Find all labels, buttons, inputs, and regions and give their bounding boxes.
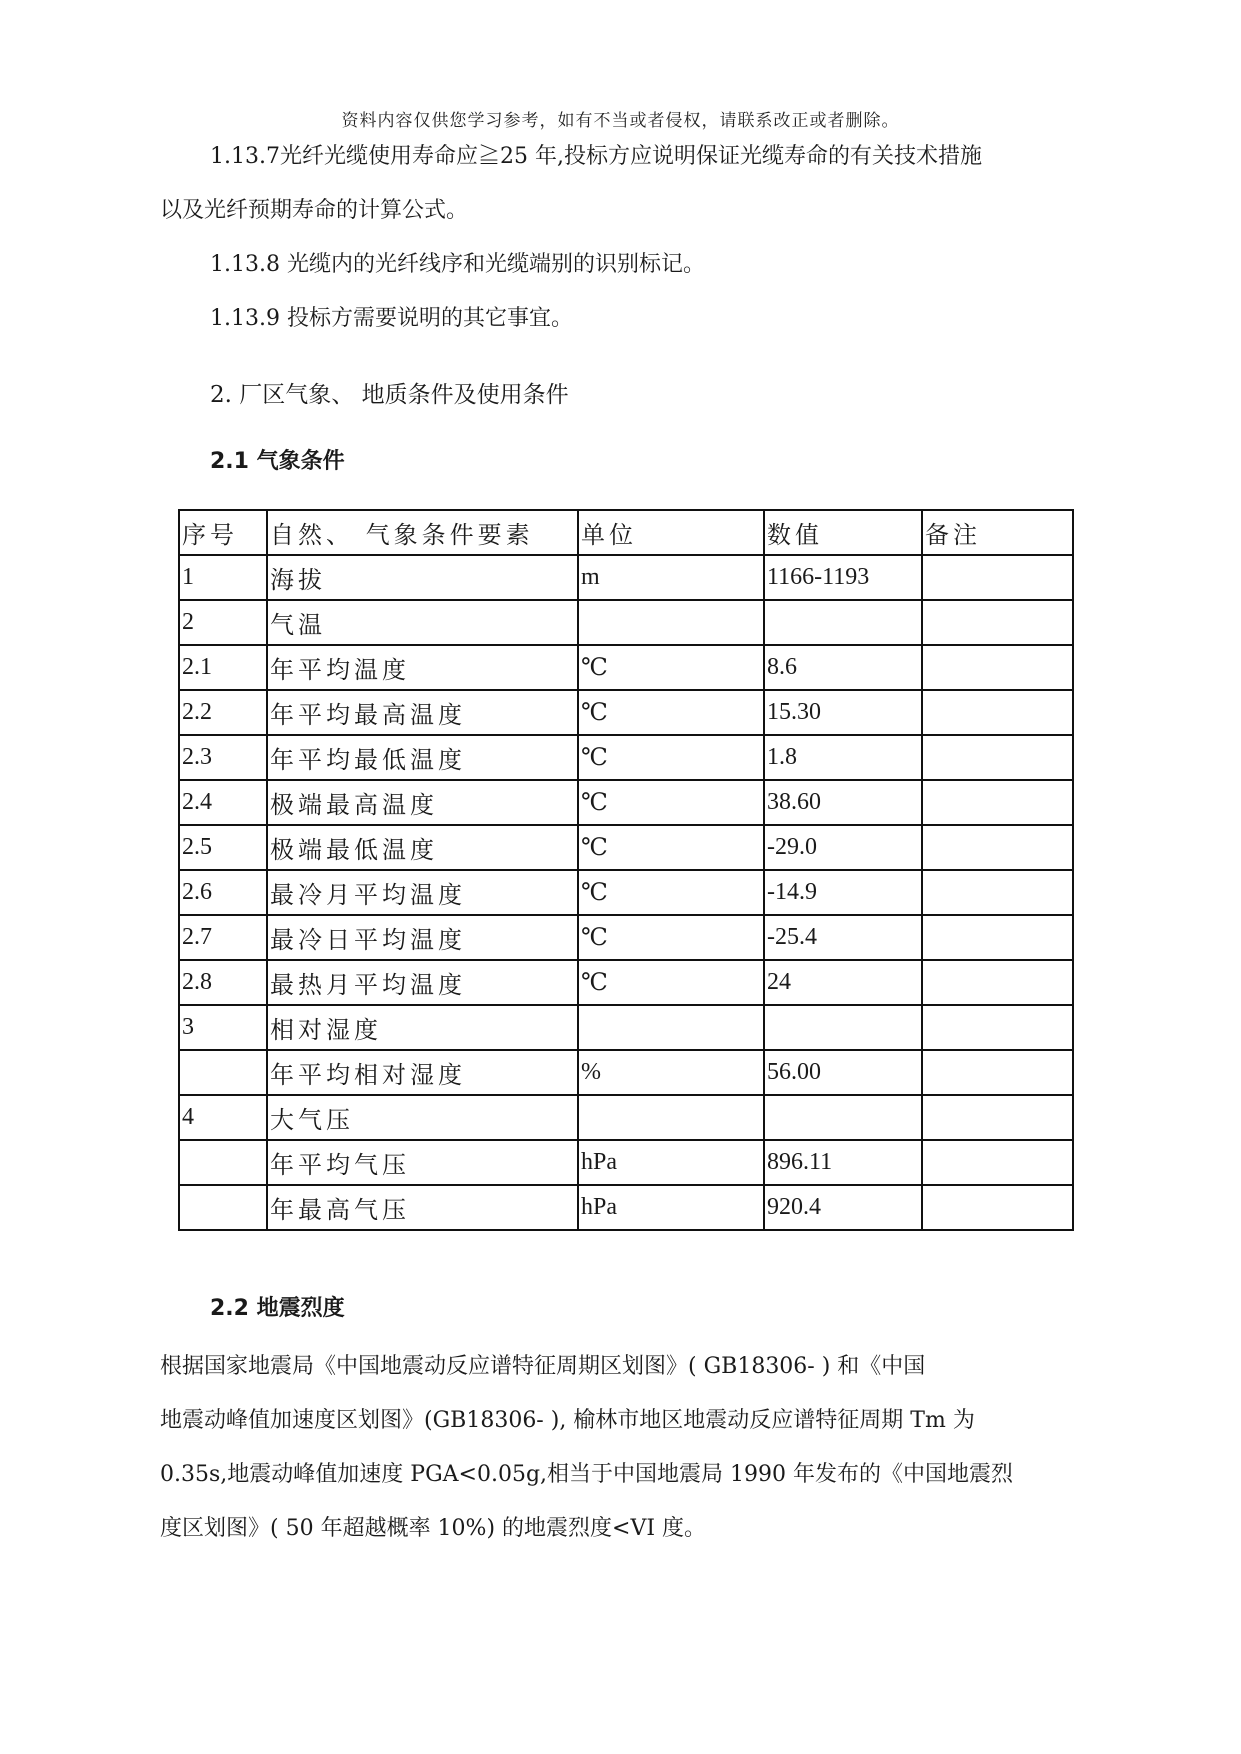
cell-remark — [922, 1185, 1073, 1230]
cell-remark — [922, 870, 1073, 915]
cell-remark — [922, 1095, 1073, 1140]
cell-remark — [922, 690, 1073, 735]
cell-value: 1.8 — [764, 735, 922, 780]
cell-value — [764, 1005, 922, 1050]
cell-index: 2.2 — [179, 690, 267, 735]
cell-index: 2.3 — [179, 735, 267, 780]
cell-element: 大气压 — [267, 1095, 578, 1140]
seismic-line-4: 度区划图》( 50 年超越概率 10%) 的地震烈度<VI 度。 — [160, 1516, 707, 1541]
cell-element: 年平均最低温度 — [267, 735, 578, 780]
cell-value: 56.00 — [764, 1050, 922, 1095]
cell-index: 4 — [179, 1095, 267, 1140]
cell-unit: % — [578, 1050, 764, 1095]
cell-unit: ℃ — [578, 870, 764, 915]
cell-index: 2.1 — [179, 645, 267, 690]
cell-unit: ℃ — [578, 645, 764, 690]
cell-unit: ℃ — [578, 780, 764, 825]
seismic-paragraph — [160, 1340, 1090, 1556]
cell-unit: m — [578, 555, 764, 600]
seismic-line-3: 0.35s,地震动峰值加速度 PGA<0.05g,相当于中国地震局 1990 年发布的《中国地震烈 — [160, 1462, 1013, 1487]
table-row — [179, 645, 1073, 690]
table-row — [179, 690, 1073, 735]
cell-unit: ℃ — [578, 690, 764, 735]
cell-value: 8.6 — [764, 645, 922, 690]
intro-paragraphs — [160, 130, 1090, 346]
cell-element: 相对湿度 — [267, 1005, 578, 1050]
header-index: 序号 — [179, 510, 267, 555]
cell-element: 最热月平均温度 — [267, 960, 578, 1005]
cell-value: -14.9 — [764, 870, 922, 915]
cell-element: 气温 — [267, 600, 578, 645]
table-row — [179, 780, 1073, 825]
disclaimer-header: 资料内容仅供您学习参考，如有不当或者侵权，请联系改正或者删除。 — [341, 111, 900, 131]
cell-unit — [578, 1095, 764, 1140]
cell-element: 极端最低温度 — [267, 825, 578, 870]
header-remark: 备注 — [922, 510, 1073, 555]
table-row — [179, 870, 1073, 915]
table-row — [179, 555, 1073, 600]
table-row — [179, 1005, 1073, 1050]
table-row — [179, 735, 1073, 780]
cell-element: 最冷月平均温度 — [267, 870, 578, 915]
table-row — [179, 915, 1073, 960]
cell-element: 年最高气压 — [267, 1185, 578, 1230]
section-2-2-title: 2.2 地震烈度 — [210, 1296, 345, 1321]
cell-remark — [922, 915, 1073, 960]
cell-unit: ℃ — [578, 825, 764, 870]
table-row — [179, 1095, 1073, 1140]
cell-value: 38.60 — [764, 780, 922, 825]
clause-1-13-7-line-2: 以及光纤预期寿命的计算公式。 — [160, 198, 469, 223]
cell-remark — [922, 960, 1073, 1005]
table-row — [179, 600, 1073, 645]
cell-index: 2.7 — [179, 915, 267, 960]
seismic-line-2: 地震动峰值加速度区划图》(GB18306- ), 榆林市地区地震动反应谱特征周期 Tm 为 — [160, 1408, 975, 1433]
cell-element: 海拔 — [267, 555, 578, 600]
cell-index — [179, 1140, 267, 1185]
cell-value: -25.4 — [764, 915, 922, 960]
cell-remark — [922, 1005, 1073, 1050]
cell-element: 最冷日平均温度 — [267, 915, 578, 960]
clause-1-13-8: 1.13.8 光缆内的光纤线序和光缆端别的识别标记。 — [210, 252, 705, 277]
cell-index: 2.8 — [179, 960, 267, 1005]
cell-unit: hPa — [578, 1185, 764, 1230]
cell-unit — [578, 600, 764, 645]
cell-remark — [922, 555, 1073, 600]
cell-element: 年平均气压 — [267, 1140, 578, 1185]
cell-element: 年平均相对湿度 — [267, 1050, 578, 1095]
cell-value — [764, 600, 922, 645]
cell-element: 极端最高温度 — [267, 780, 578, 825]
cell-index: 1 — [179, 555, 267, 600]
climate-conditions-table — [178, 509, 1074, 1231]
header-element: 自然、 气象条件要素 — [267, 510, 578, 555]
clause-1-13-7-line-1: 1.13.7光纤光缆使用寿命应≧25 年,投标方应说明保证光缆寿命的有关技术措施 — [210, 144, 982, 169]
cell-value: 920.4 — [764, 1185, 922, 1230]
section-2-1-title: 2.1 气象条件 — [210, 449, 345, 474]
cell-unit: ℃ — [578, 915, 764, 960]
cell-unit: ℃ — [578, 960, 764, 1005]
cell-remark — [922, 1050, 1073, 1095]
cell-value: 1166-1193 — [764, 555, 922, 600]
table-row — [179, 960, 1073, 1005]
cell-value: 896.11 — [764, 1140, 922, 1185]
cell-unit — [578, 1005, 764, 1050]
cell-index: 2.5 — [179, 825, 267, 870]
table-header-row — [179, 510, 1073, 555]
table-row — [179, 825, 1073, 870]
cell-element: 年平均温度 — [267, 645, 578, 690]
table-row — [179, 1050, 1073, 1095]
cell-unit: hPa — [578, 1140, 764, 1185]
cell-remark — [922, 735, 1073, 780]
cell-index: 2.4 — [179, 780, 267, 825]
cell-remark — [922, 825, 1073, 870]
cell-element: 年平均最高温度 — [267, 690, 578, 735]
cell-index — [179, 1185, 267, 1230]
cell-index: 2 — [179, 600, 267, 645]
cell-remark — [922, 780, 1073, 825]
cell-value: -29.0 — [764, 825, 922, 870]
section-2-title: 2. 厂区气象、 地质条件及使用条件 — [210, 382, 569, 408]
cell-remark — [922, 645, 1073, 690]
clause-1-13-9: 1.13.9 投标方需要说明的其它事宜。 — [210, 306, 573, 331]
header-value: 数值 — [764, 510, 922, 555]
cell-index: 2.6 — [179, 870, 267, 915]
cell-index: 3 — [179, 1005, 267, 1050]
header-unit: 单位 — [578, 510, 764, 555]
cell-index — [179, 1050, 267, 1095]
cell-value — [764, 1095, 922, 1140]
seismic-line-1: 根据国家地震局《中国地震动反应谱特征周期区划图》( GB18306- ) 和《中国 — [160, 1354, 926, 1379]
cell-unit: ℃ — [578, 735, 764, 780]
cell-remark — [922, 1140, 1073, 1185]
cell-value: 24 — [764, 960, 922, 1005]
table-row — [179, 1140, 1073, 1185]
cell-remark — [922, 600, 1073, 645]
table-row — [179, 1185, 1073, 1230]
cell-value: 15.30 — [764, 690, 922, 735]
